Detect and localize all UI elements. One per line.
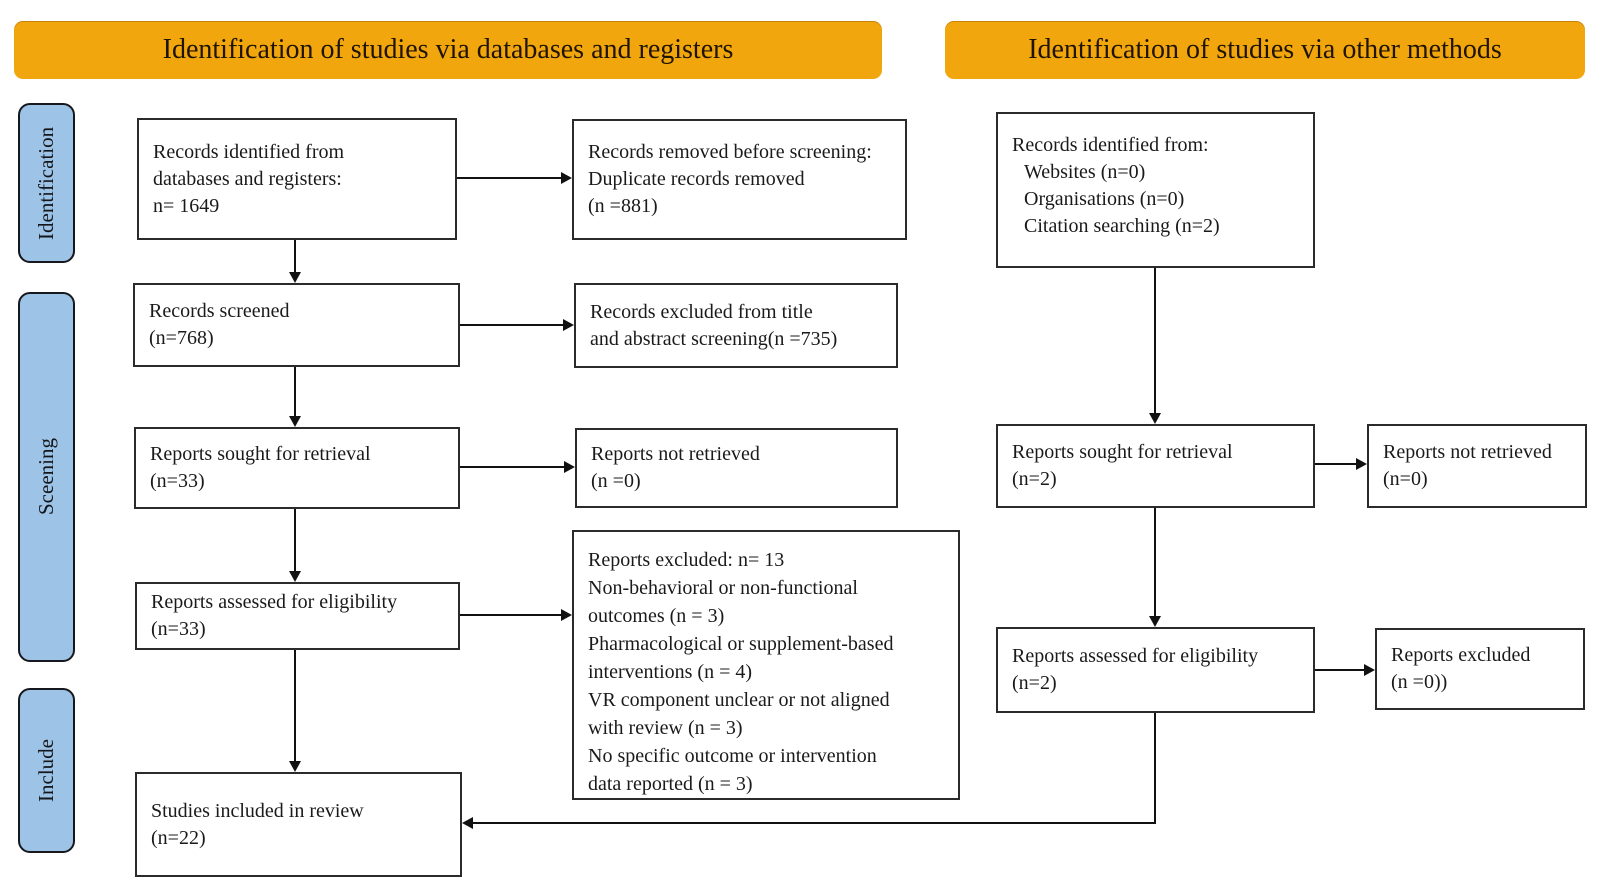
box-line: (n=33) bbox=[151, 618, 206, 640]
box-line: Records identified from bbox=[153, 140, 345, 163]
arrow-line-other-to-included bbox=[473, 822, 1156, 824]
box-line: Reports excluded: n= 13 bbox=[588, 549, 785, 571]
box-line: interventions (n = 4) bbox=[588, 661, 753, 683]
arrowhead-down-icon bbox=[289, 571, 301, 582]
box-line: Records identified from: bbox=[1012, 134, 1209, 156]
arrow-line-sought-to-notretrieved bbox=[460, 466, 565, 468]
box-line: Reports sought for retrieval bbox=[1012, 441, 1233, 463]
box-line: (n=768) bbox=[149, 327, 214, 349]
banner-other-label: Identification of studies via other methods bbox=[1028, 34, 1502, 65]
box-line: data reported (n = 3) bbox=[588, 773, 753, 795]
box-reports-excluded-reasons bbox=[572, 530, 960, 800]
box-line: VR component unclear or not aligned bbox=[588, 689, 890, 711]
box-line: No specific outcome or intervention bbox=[588, 745, 877, 767]
box-line: Reports excluded bbox=[1391, 644, 1531, 666]
box-line: (n =0)) bbox=[1391, 671, 1448, 693]
arrowhead-down-icon bbox=[1149, 616, 1161, 627]
box-line: (n=2) bbox=[1012, 468, 1057, 490]
arrow-line-soughtother-to-assessed bbox=[1154, 508, 1156, 619]
box-reports-not-retrieved-other bbox=[1367, 424, 1587, 508]
box-line: (n=2) bbox=[1012, 672, 1057, 694]
arrowhead-right-icon bbox=[561, 609, 572, 621]
box-line: n= 1649 bbox=[153, 194, 220, 217]
arrowhead-right-icon bbox=[563, 319, 574, 331]
box-line: Reports sought for retrieval bbox=[150, 443, 371, 465]
box-line: Reports not retrieved bbox=[1383, 441, 1552, 463]
box-records-identified-db bbox=[137, 118, 457, 240]
box-line: Organisations (n=0) bbox=[1024, 188, 1185, 210]
arrow-line-assessed-to-excludedreasons bbox=[460, 614, 562, 616]
box-line: Reports not retrieved bbox=[591, 443, 760, 465]
arrowhead-down-icon bbox=[289, 761, 301, 772]
box-records-screened bbox=[133, 283, 460, 367]
box-line: (n =0) bbox=[591, 470, 641, 492]
box-line: Records removed before screening: bbox=[588, 141, 872, 163]
arrowhead-right-icon bbox=[1356, 458, 1367, 470]
box-line: Studies included in review bbox=[151, 799, 364, 822]
box-records-removed bbox=[572, 119, 907, 240]
arrow-line-screened-to-sought bbox=[294, 367, 296, 418]
stage-label-identification bbox=[18, 103, 75, 263]
arrowhead-right-icon bbox=[1364, 664, 1375, 676]
box-line: Duplicate records removed bbox=[588, 168, 805, 190]
banner-databases-registers bbox=[14, 21, 882, 79]
box-line: Reports assessed for eligibility bbox=[151, 591, 398, 613]
box-reports-sought-db bbox=[134, 427, 460, 509]
box-line: Reports assessed for eligibility bbox=[1012, 645, 1259, 667]
box-line: and abstract screening(n =735) bbox=[590, 327, 838, 350]
arrowhead-down-icon bbox=[289, 416, 301, 427]
arrow-line-identified-to-screened bbox=[294, 240, 296, 274]
box-reports-sought-other bbox=[996, 424, 1315, 508]
box-reports-assessed-db bbox=[135, 582, 460, 650]
arrowhead-right-icon bbox=[561, 172, 572, 184]
box-line: Citation searching (n=2) bbox=[1024, 215, 1220, 237]
box-line: (n=0) bbox=[1383, 468, 1428, 490]
arrowhead-right-icon bbox=[564, 461, 575, 473]
arrow-line-identifiedother-to-sought bbox=[1154, 268, 1156, 416]
banner-other-methods bbox=[945, 21, 1585, 79]
box-line: Non-behavioral or non-functional bbox=[588, 577, 858, 599]
box-line: with review (n = 3) bbox=[588, 717, 743, 739]
box-line: (n=33) bbox=[150, 470, 205, 492]
stage-label-identification-text: Identification bbox=[34, 126, 58, 240]
box-line: outcomes (n = 3) bbox=[588, 605, 725, 627]
box-studies-included bbox=[135, 772, 462, 877]
box-reports-not-retrieved-db bbox=[575, 428, 898, 508]
box-line: databases and registers: bbox=[153, 167, 342, 190]
box-records-excluded-screening bbox=[574, 283, 898, 368]
box-line: Pharmacological or supplement-based bbox=[588, 633, 894, 655]
arrow-line-assessedother-to-excluded bbox=[1315, 669, 1365, 671]
stage-label-screening-text: Sceening bbox=[34, 438, 58, 516]
arrow-line-assessed-to-included bbox=[294, 650, 296, 763]
box-line: (n =881) bbox=[588, 195, 658, 217]
stage-label-include bbox=[18, 688, 75, 853]
arrowhead-down-icon bbox=[289, 272, 301, 283]
box-line: Records excluded from title bbox=[590, 300, 813, 323]
arrowhead-down-icon bbox=[1149, 413, 1161, 424]
box-line: Records screened bbox=[149, 300, 290, 322]
box-line: Websites (n=0) bbox=[1024, 161, 1146, 183]
stage-label-include-text: Include bbox=[34, 739, 58, 802]
arrow-line-assessedother-down bbox=[1154, 713, 1156, 824]
arrow-line-soughtother-to-notretrieved bbox=[1315, 463, 1357, 465]
arrow-line-screened-to-excluded bbox=[460, 324, 564, 326]
banner-databases-label: Identification of studies via databases and registers bbox=[162, 34, 734, 65]
arrow-line-identified-to-removed bbox=[457, 177, 562, 179]
box-records-identified-other bbox=[996, 112, 1315, 268]
box-line: (n=22) bbox=[151, 826, 206, 849]
stage-label-screening bbox=[18, 292, 75, 662]
box-reports-excluded-other bbox=[1375, 628, 1585, 710]
arrow-line-sought-to-assessed bbox=[294, 509, 296, 573]
box-reports-assessed-other bbox=[996, 627, 1315, 713]
arrowhead-left-icon bbox=[462, 817, 473, 829]
